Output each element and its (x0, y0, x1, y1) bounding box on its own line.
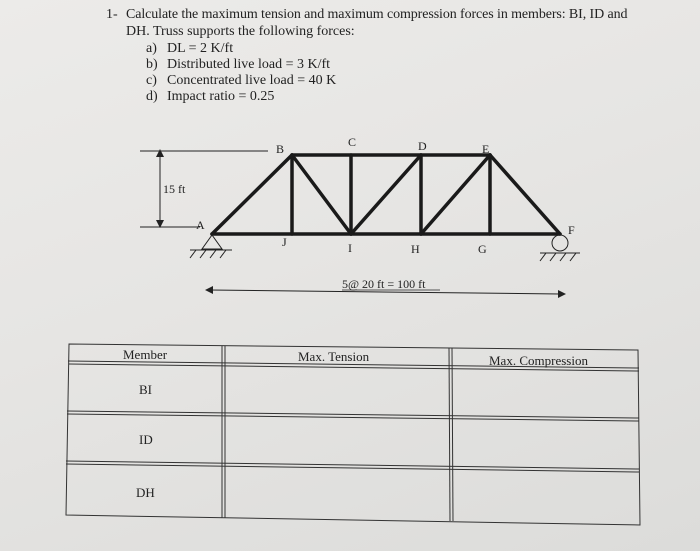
table-row-member-ID: ID (139, 432, 153, 447)
node-label-J: J (282, 235, 287, 249)
span-arrow-right-icon (558, 290, 566, 298)
table-header-max-compression: Max. Compression (489, 353, 588, 368)
member-HE (421, 155, 490, 234)
table-row-member-BI: BI (139, 382, 152, 397)
member-ID (351, 155, 421, 234)
table-header-max-tension: Max. Tension (298, 349, 370, 364)
node-label-F: F (568, 223, 575, 237)
node-label-G: G (478, 242, 487, 256)
question-number: 1- (106, 7, 118, 22)
member-AB (212, 155, 292, 234)
node-label-I: I (348, 241, 352, 255)
node-label-B: B (276, 142, 285, 156)
item-d-text: Impact ratio = 0.25 (167, 89, 275, 104)
item-c-text: Concentrated live load = 40 K (167, 73, 337, 88)
item-c-marker: c) (146, 73, 157, 88)
table-header-member: Member (123, 347, 168, 362)
roller-support-icon (540, 235, 580, 261)
pin-support-icon (190, 235, 232, 258)
item-b-marker: b) (146, 57, 158, 72)
node-label-C: C (348, 135, 357, 149)
node-label-D: D (418, 139, 427, 153)
member-EF (490, 155, 560, 234)
item-d-marker: d) (146, 89, 158, 104)
node-label-A: A (196, 218, 205, 232)
table-row-member-DH: DH (136, 485, 155, 500)
member-BI (292, 155, 351, 234)
truss-members (212, 155, 560, 234)
height-label: 15 ft (163, 182, 186, 196)
span-label: 5@ 20 ft = 100 ft (342, 277, 426, 291)
item-a-marker: a) (146, 41, 157, 56)
span-arrow-left-icon (205, 286, 213, 294)
item-a-text: DL = 2 K/ft (167, 41, 234, 56)
node-label-E: E (482, 142, 490, 156)
item-b-text: Distributed live load = 3 K/ft (167, 57, 331, 72)
question-line-2: DH. Truss supports the following forces: (126, 24, 355, 39)
node-label-H: H (411, 242, 420, 256)
height-arrow-top-icon (156, 149, 164, 157)
question-line-1: Calculate the maximum tension and maximum compression forces in members: BI, ID and (126, 7, 628, 22)
